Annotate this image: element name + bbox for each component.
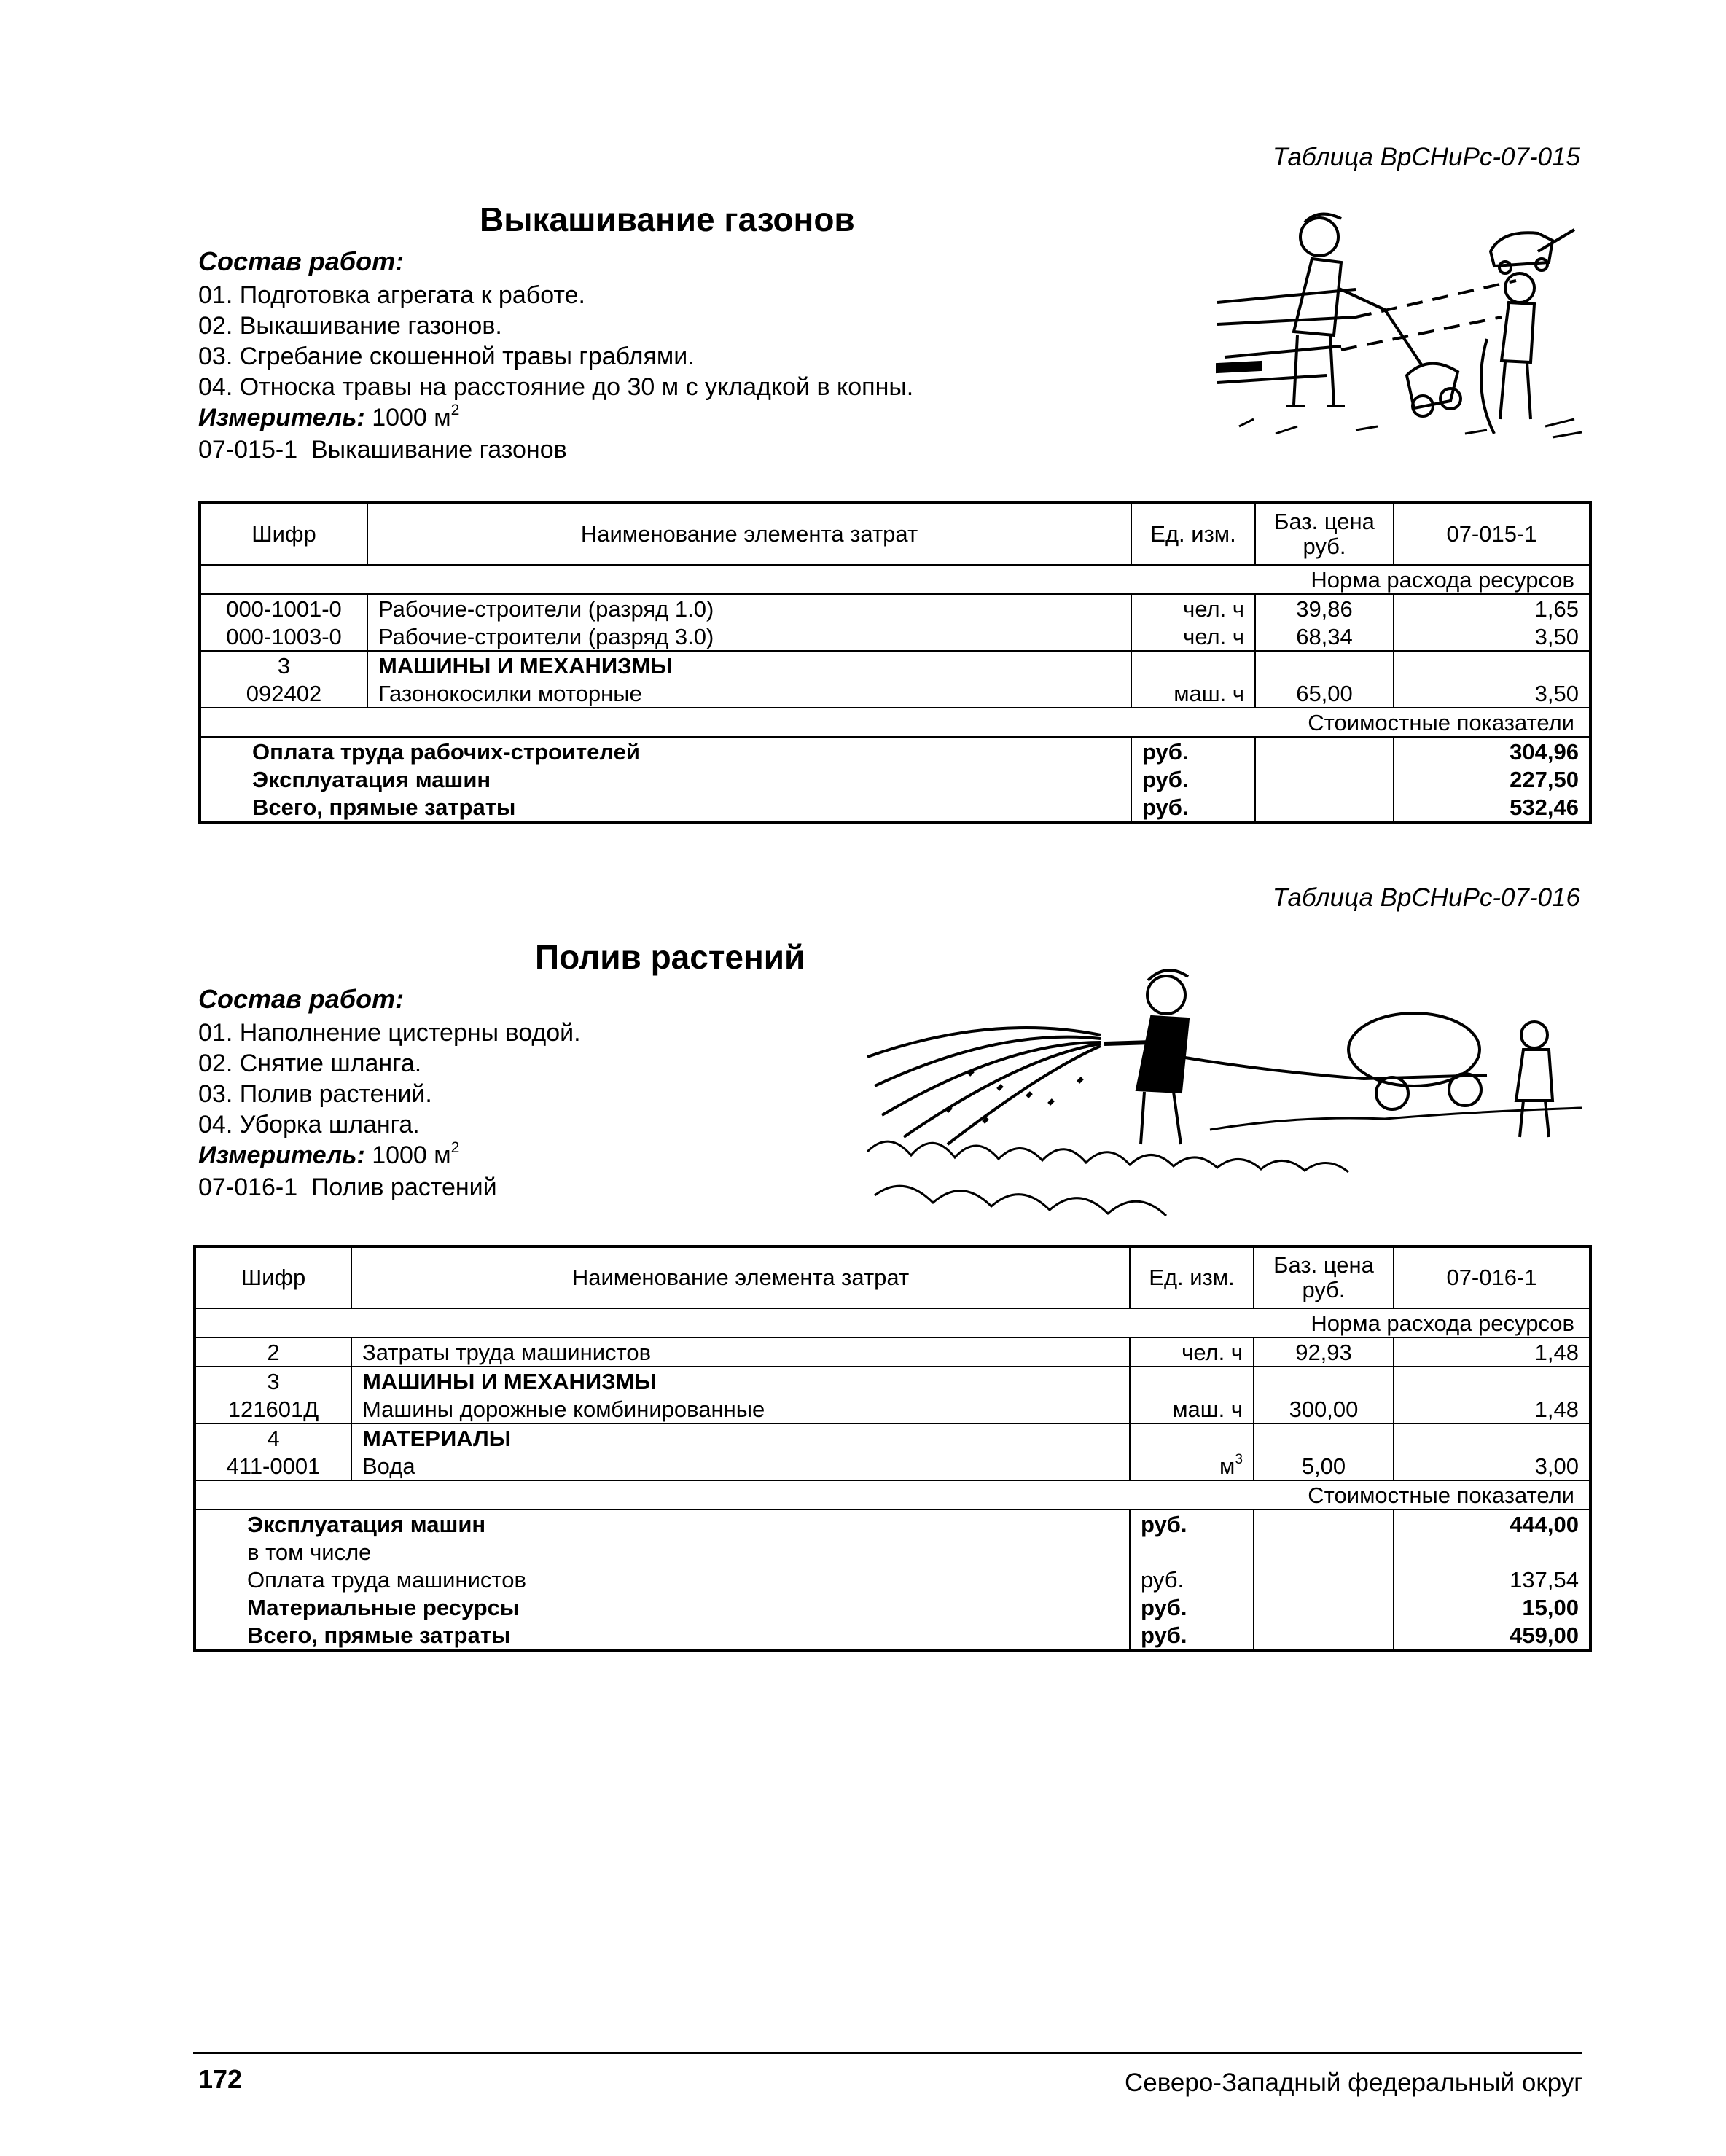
cell-unit: [1130, 1452, 1254, 1480]
total-name: Всего, прямые затраты: [200, 793, 1131, 822]
cell-code: 121601Д: [195, 1395, 351, 1423]
total-value: 532,46: [1394, 793, 1590, 822]
total-value: 444,00: [1394, 1509, 1590, 1538]
table-label-2: Таблица ВрСНиРс-07-016: [1272, 883, 1580, 912]
col-header-unit: Ед. изм.: [1130, 1246, 1254, 1308]
col-header-name: Наименование элемента затрат: [351, 1246, 1130, 1308]
code-line-2: 07-016-1 Полив растений: [198, 1173, 497, 1201]
table-row: [200, 651, 1590, 679]
cell-unit: чел. ч: [1130, 1337, 1254, 1367]
watering-illustration: [860, 962, 1589, 1225]
total-unit: руб.: [1131, 765, 1255, 793]
composition-label-1: Состав работ:: [198, 246, 405, 276]
cell-code: 000-1003-0: [200, 622, 367, 651]
total-unit: руб.: [1131, 737, 1255, 765]
table-row: [195, 1367, 1590, 1395]
cell-unit: маш. ч: [1131, 679, 1255, 708]
total-row: [200, 737, 1590, 765]
total-value: 227,50: [1394, 765, 1590, 793]
col-header-price: Баз. цена руб.: [1255, 503, 1394, 565]
footer-region: Северо-Западный федеральный округ: [1124, 2069, 1583, 2097]
total-unit: руб.: [1130, 1566, 1254, 1593]
table-row: [200, 622, 1590, 651]
total-value: 15,00: [1394, 1593, 1590, 1621]
total-name: Эксплуатация машин: [200, 765, 1131, 793]
section-norm-label: Норма расхода ресурсов: [195, 1308, 1590, 1337]
section-row-cost: [195, 1480, 1590, 1509]
section-cost-label: Стоимостные показатели: [200, 708, 1590, 737]
section-row-norm: [195, 1308, 1590, 1337]
cell-unit: чел. ч: [1131, 622, 1255, 651]
cell-code: 4: [195, 1423, 351, 1452]
total-unit: руб.: [1130, 1509, 1254, 1538]
total-value: 304,96: [1394, 737, 1590, 765]
step-2-4: 04. Уборка шланга.: [198, 1111, 420, 1138]
cell-code: 092402: [200, 679, 367, 708]
cost-table-1: [198, 501, 1592, 824]
total-name: Всего, прямые затраты: [195, 1621, 1130, 1650]
footer-rule: [193, 2052, 1582, 2054]
measure-sup-2: 2: [450, 1138, 460, 1156]
col-header-norm-code: 07-015-1: [1394, 503, 1590, 565]
cell-price: 300,00: [1254, 1395, 1394, 1423]
cell-name: МАТЕРИАЛЫ: [351, 1423, 1130, 1452]
cell-value: 3,50: [1394, 622, 1590, 651]
total-row: [195, 1566, 1590, 1593]
cell-price: 68,34: [1255, 622, 1394, 651]
measure-label-2: Измеритель:: [198, 1141, 365, 1169]
table-row: [195, 1452, 1590, 1480]
measure-value-1: 1000 м: [372, 404, 451, 431]
total-unit: руб.: [1130, 1621, 1254, 1650]
cell-value: 1,48: [1394, 1395, 1590, 1423]
total-name: Оплата труда машинистов: [195, 1566, 1130, 1593]
measure-value-2: 1000 м: [372, 1141, 451, 1169]
total-row: [200, 793, 1590, 822]
total-row: [200, 765, 1590, 793]
total-name: Материальные ресурсы: [195, 1593, 1130, 1621]
total-name: Эксплуатация машин: [195, 1509, 1130, 1538]
cell-unit: маш. ч: [1130, 1395, 1254, 1423]
table-row: [200, 594, 1590, 622]
measure-line-1: [198, 402, 459, 433]
total-value: 459,00: [1394, 1621, 1590, 1650]
total-unit: руб.: [1131, 793, 1255, 822]
section-cost-label: Стоимостные показатели: [195, 1480, 1590, 1509]
section-title-2: Полив растений: [535, 938, 805, 976]
col-header-norm-code: 07-016-1: [1394, 1246, 1590, 1308]
cell-name: Газонокосилки моторные: [367, 679, 1131, 708]
section-title-1: Выкашивание газонов: [480, 200, 855, 238]
cell-price: 39,86: [1255, 594, 1394, 622]
measure-sup-1: 2: [450, 401, 460, 418]
measure-line-2: [198, 1140, 459, 1171]
lawn-mowing-illustration: [1210, 208, 1589, 452]
step-1-1: 01. Подготовка агрегата к работе.: [198, 281, 585, 309]
cell-value: 1,65: [1394, 594, 1590, 622]
code-line-1: 07-015-1 Выкашивание газонов: [198, 436, 567, 464]
table-label-1: Таблица ВрСНиРс-07-015: [1272, 143, 1580, 171]
step-1-4: 04. Относка травы на расстояние до 30 м с укладкой в копны.: [198, 373, 914, 401]
page-number: 172: [198, 2064, 243, 2094]
cell-price: 92,93: [1254, 1337, 1394, 1367]
cost-table-2: [193, 1245, 1592, 1652]
cell-price: 65,00: [1255, 679, 1394, 708]
measure-label-1: Измеритель:: [198, 404, 365, 431]
cell-name: Рабочие-строители (разряд 3.0): [367, 622, 1131, 651]
section-row-cost: [200, 708, 1590, 737]
total-value: 137,54: [1394, 1566, 1590, 1593]
cell-code: 000-1001-0: [200, 594, 367, 622]
table-row: [195, 1423, 1590, 1452]
step-2-3: 03. Полив растений.: [198, 1080, 432, 1108]
cell-code: 411-0001: [195, 1452, 351, 1480]
cell-unit: чел. ч: [1131, 594, 1255, 622]
total-row: [195, 1593, 1590, 1621]
cell-name: Вода: [351, 1452, 1130, 1480]
total-row: [195, 1509, 1590, 1538]
cell-name: МАШИНЫ И МЕХАНИЗМЫ: [351, 1367, 1130, 1395]
col-header-name: Наименование элемента затрат: [367, 503, 1131, 565]
total-unit: руб.: [1130, 1593, 1254, 1621]
cell-name: МАШИНЫ И МЕХАНИЗМЫ: [367, 651, 1131, 679]
table-row: [195, 1395, 1590, 1423]
unit-text: м: [1219, 1453, 1235, 1479]
step-2-2: 02. Снятие шланга.: [198, 1050, 422, 1077]
unit-sup: 3: [1235, 1451, 1243, 1467]
composition-label-2: Состав работ:: [198, 984, 405, 1014]
col-header-unit: Ед. изм.: [1131, 503, 1255, 565]
cell-name: Рабочие-строители (разряд 1.0): [367, 594, 1131, 622]
cell-name: Затраты труда машинистов: [351, 1337, 1130, 1367]
cell-code: 3: [200, 651, 367, 679]
total-row: [195, 1621, 1590, 1650]
table-row: [200, 679, 1590, 708]
step-1-3: 03. Сгребание скошенной травы граблями.: [198, 343, 695, 370]
cell-value: 1,48: [1394, 1337, 1590, 1367]
total-name: в том числе: [195, 1538, 1130, 1566]
cell-code: 3: [195, 1367, 351, 1395]
cell-value: 3,00: [1394, 1452, 1590, 1480]
section-norm-label: Норма расхода ресурсов: [200, 565, 1590, 594]
cell-value: 3,50: [1394, 679, 1590, 708]
col-header-code: Шифр: [195, 1246, 351, 1308]
total-name: Оплата труда рабочих-строителей: [200, 737, 1131, 765]
cell-name: Машины дорожные комбинированные: [351, 1395, 1130, 1423]
table-row: [195, 1337, 1590, 1367]
col-header-price: Баз. цена руб.: [1254, 1246, 1394, 1308]
total-row: [195, 1538, 1590, 1566]
cell-code: 2: [195, 1337, 351, 1367]
step-2-1: 01. Наполнение цистерны водой.: [198, 1019, 581, 1047]
step-1-2: 02. Выкашивание газонов.: [198, 312, 502, 340]
section-row-norm: [200, 565, 1590, 594]
col-header-code: Шифр: [200, 503, 367, 565]
cell-price: 5,00: [1254, 1452, 1394, 1480]
